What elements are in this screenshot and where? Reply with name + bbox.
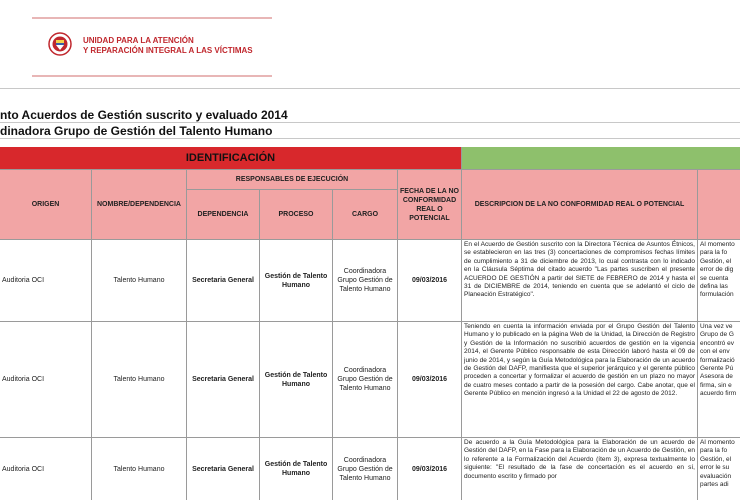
col-cargo: CARGO: [333, 190, 398, 240]
cell-proceso: Gestión de Talento Humano: [260, 438, 333, 500]
entity-name-line2: Y REPARACIÓN INTEGRAL A LAS VÍCTIMAS: [83, 46, 253, 55]
cell-fecha: 09/03/2016: [398, 240, 462, 322]
cell-descripcion: En el Acuerdo de Gestión suscrito con la Directora Técnica de Asuntos Étnicos, se establecieron en las tres (3) concertaciones de compromisos fechas límites de cumplimiento a 31 de diciembre de 2013, lo cual contrasta con lo indicado en la Cláusula Séptima del citado acuerdo "Las partes suscriben el presente ACUERDO DE GESTIÓN a partir del SIETE de FEBRERO de 2014 y hasta el 31 de DICIEMBRE de 2014, teniendo en cuenta que se adelantó el ciclo de Planeación Estratégico".: [462, 240, 698, 322]
cell-dependencia: Secretaria General: [187, 322, 260, 438]
cell-descripcion: De acuerdo a la Guía Metodológica para la Elaboración de un acuerdo de Gestión del DAFP, en la Fase para la Elaboración de un Acuerdo de Gestión, en lo referente a la Formalización del Acuerdo (ítem 3), expresa textualmente lo siguiente: "El resultado de la fase de concertación es el acuerdo en sí, documento escrito y firmado por: [462, 438, 698, 500]
cell-dependencia: Secretaria General: [187, 438, 260, 500]
cell-descripcion: Teniendo en cuenta la información enviada por el Grupo Gestión del Talento Humano y lo publicado en la página Web de la Unidad, la Dirección de Registro y Gestión de la Información no suscribió acuerdos de gestión en la vigencia 2014, el Gerente Público responsable de esta Dirección laboró hasta el 09 de junio de 2014, y según la Guía Metodológica para la Elaboración de un acuerdo de Gestión del DAFP, manifiesta que el superior jerárquico y el gerente público proceden a concertar y formalizar el acuerdo de gestión en un plazo no mayor de cuatro meses contado a partir de la posesión del cargo. Cabe anotar, que el Gerente Público en mención ingresó a la Unidad el 22 de agosto de 2012.: [462, 322, 698, 438]
section-green-header: [462, 147, 740, 170]
cell-observacion: Una vez ve Grupo de G encontró ev con el env formalizació Gerente Pú Asesora de firma, sin e acuerdo firm: [698, 322, 740, 438]
document-subtitle: dinadora Grupo de Gestión del Talento Humano: [0, 124, 273, 138]
col-observacion: [698, 170, 740, 240]
section-identificacion: IDENTIFICACIÓN: [0, 147, 462, 170]
cell-fecha: 09/03/2016: [398, 322, 462, 438]
cell-fecha: 09/03/2016: [398, 438, 462, 500]
cell-cargo: Coordinadora Grupo Gestión de Talento Humano: [333, 240, 398, 322]
cell-origen: Auditoria OCI: [0, 240, 92, 322]
entity-name: [83, 36, 253, 56]
document-title: nto Acuerdos de Gestión suscrito y evaluado 2014: [0, 108, 288, 122]
entity-name-line1: UNIDAD PARA LA ATENCIÓN: [83, 36, 194, 45]
divider: [0, 138, 740, 139]
colombia-seal-icon: [48, 31, 72, 57]
cell-proceso: Gestión de Talento Humano: [260, 322, 333, 438]
cell-origen: Auditoria OCI: [0, 438, 92, 500]
col-fecha: FECHA DE LA NO CONFORMIDAD REAL O POTENCIAL: [398, 170, 462, 240]
col-proceso: PROCESO: [260, 190, 333, 240]
cell-nombre: Talento Humano: [92, 322, 187, 438]
cell-cargo: Coordinadora Grupo Gestión de Talento Humano: [333, 322, 398, 438]
cell-cargo: Coordinadora Grupo Gestión de Talento Humano: [333, 438, 398, 500]
cell-nombre: Talento Humano: [92, 240, 187, 322]
col-responsables: RESPONSABLES DE EJECUCIÓN: [187, 170, 398, 190]
cell-observacion: Al momento para la fo Gestión, el error le su evaluación partes adi: [700, 439, 735, 489]
divider: [0, 122, 740, 123]
cell-nombre: Talento Humano: [92, 438, 187, 500]
col-origen: ORIGEN: [0, 170, 92, 240]
col-nombre-dependencia: NOMBRE/DEPENDENCIA: [92, 170, 187, 240]
cell-proceso: Gestión de Talento Humano: [260, 240, 333, 322]
cell-origen: Auditoria OCI: [0, 322, 92, 438]
col-descripcion: DESCRIPCION DE LA NO CONFORMIDAD REAL O POTENCIAL: [462, 170, 698, 240]
col-dependencia: DEPENDENCIA: [187, 190, 260, 240]
cell-observacion: Al momento para la fo Gestión, el error de dig se cuenta defina las formulación: [698, 240, 740, 322]
divider: [0, 88, 740, 89]
cell-dependencia: Secretaria General: [187, 240, 260, 322]
